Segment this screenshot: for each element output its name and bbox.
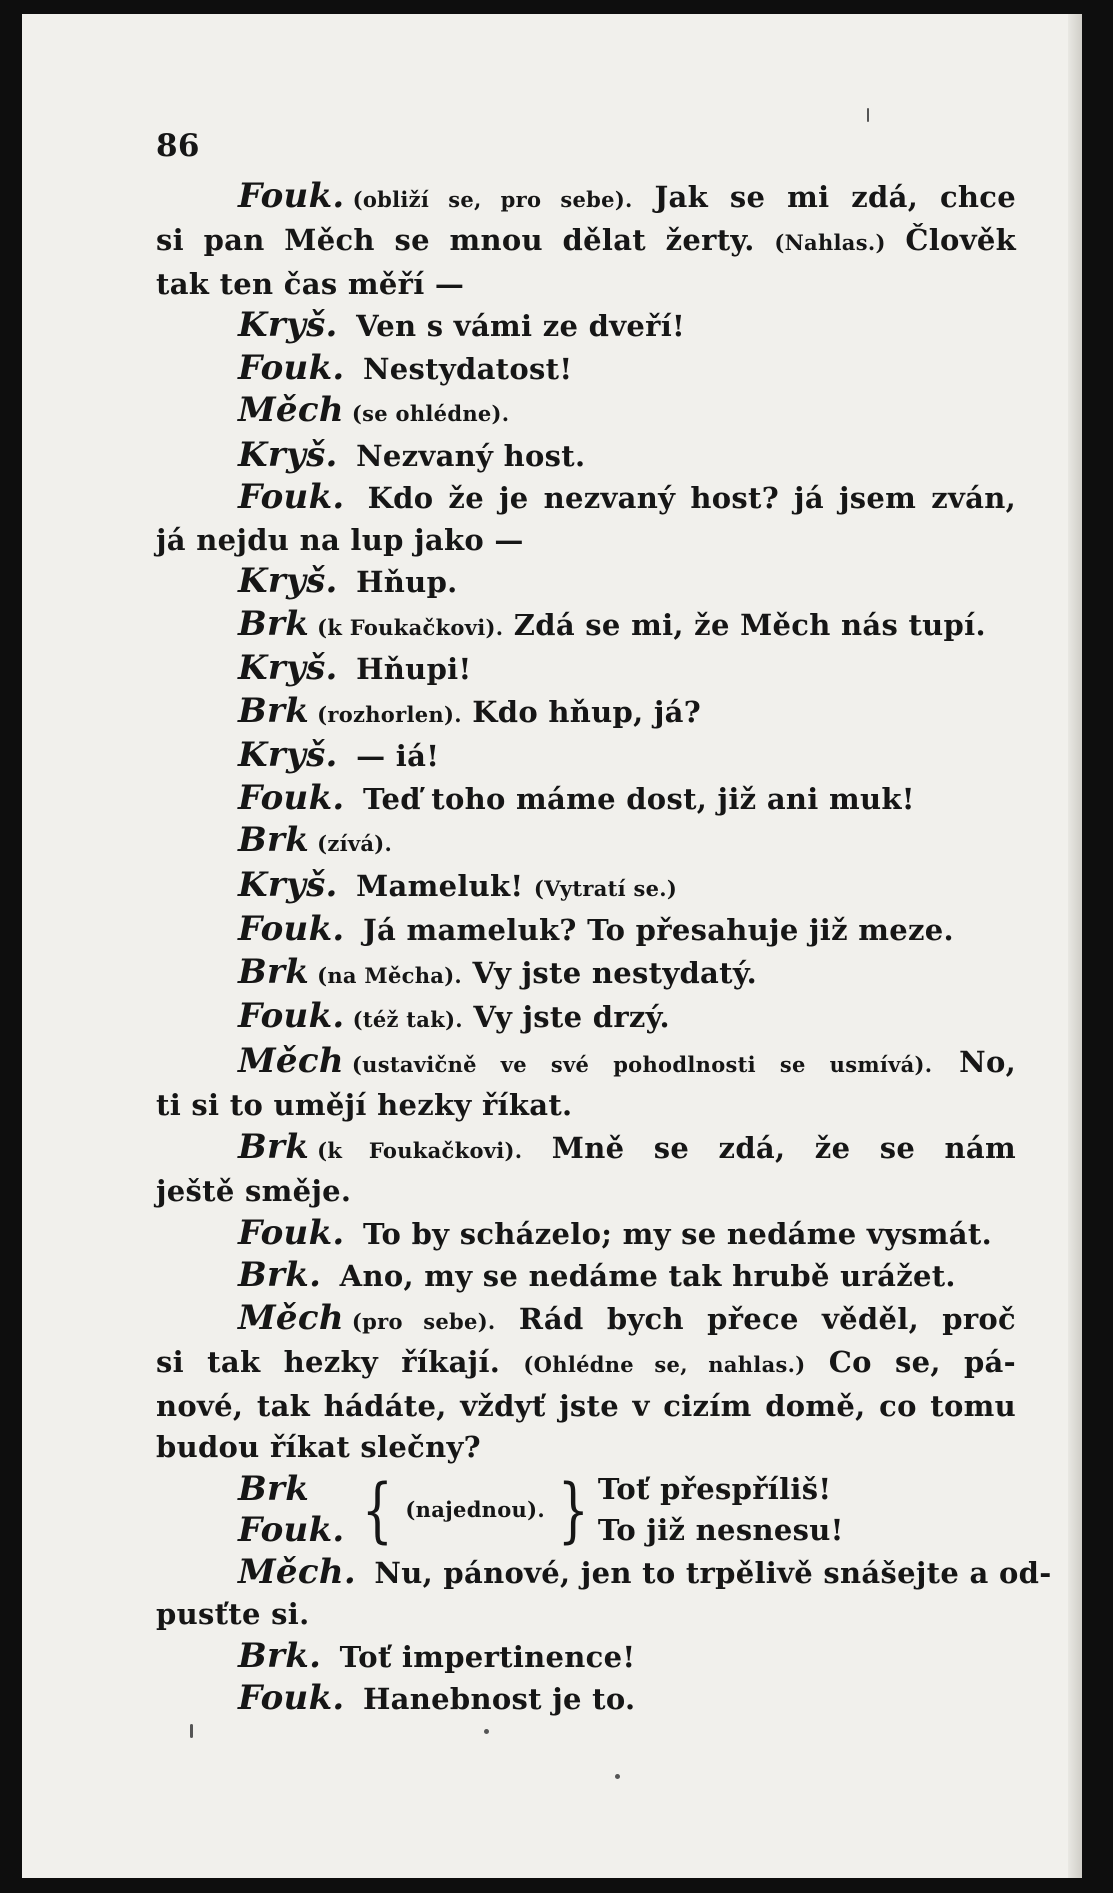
line-text: — iá! [345,739,440,773]
line-text: Nezvaný host. [345,438,586,473]
line-text: Kdo že je nezvaný host? já jsem zván, [352,481,1016,515]
line-text: Já mameluk? To přesahuje již meze. [352,913,954,947]
line-text: Co se, pá- [805,1345,1016,1379]
line-text: Hňupi! [345,652,472,686]
line-text: Ano, my se nedáme tak hrubě urážet. [329,1259,956,1293]
line-text: To již nesnesu! [597,1513,844,1547]
right-brace: } [557,1469,590,1551]
dialogue-line [156,348,1016,391]
dialogue-line [156,264,1016,306]
stage-direction: (též tak). [352,1007,463,1032]
speaker-name: Brk [238,603,310,644]
dialogue-line [156,305,1016,348]
line-text: nové, tak hádáte, vždyť jste v cizím domě, co tomu [156,1388,1016,1423]
brace-lines [598,1469,844,1552]
speaker-name: Fouk. [238,347,345,388]
dialogue-line [156,1636,1016,1679]
dialogue-line [156,820,1016,865]
stage-direction: (Nahlas.) [774,230,886,255]
line-text: To by scházelo; my se nedáme vysmát. [352,1216,992,1251]
dialogue-line [156,1255,1016,1298]
stage-direction: (na Měcha). [317,962,463,988]
dialogue-line [156,1127,1016,1172]
dialogue-line [156,520,1016,562]
speaker-name: Fouk. [238,1678,345,1718]
dialogue-line [156,996,1016,1041]
line-text: Ven s vámi ze dveří! [345,309,686,343]
dialogue-line [156,1594,1016,1636]
speaker-name: Kryš. [238,864,338,905]
stage-direction: (najednou). [405,1497,545,1523]
line-text: Hanebnost je to. [352,1682,636,1716]
line-text: ti si to umějí hezky říkat. [156,1088,573,1122]
speaker-name: Kryš. [238,305,338,345]
line-text: ještě směje. [156,1174,352,1208]
line-text: Toť impertinence! [329,1639,636,1674]
line-text: pusťte si. [156,1597,310,1631]
speaker-name: Brk [238,951,310,992]
line-text: Kdo hňup, já? [461,694,702,729]
speaker-name: Brk [238,1126,310,1167]
dialogue-line [156,604,1016,649]
print-speck [484,1729,489,1734]
speaker-name: Fouk. [238,996,345,1036]
line-text: Vy jste nestydatý. [462,955,758,990]
speaker-name: Kryš. [238,735,338,775]
speaker-name: Fouk. [238,175,345,216]
stage-direction: (Vytratí se.) [533,875,678,901]
line-text: Mně se zdá, že se nám [522,1130,1016,1165]
dialogue-line [156,1213,1016,1256]
dialogue-line [156,1678,1016,1721]
speaker-name: Fouk. [238,777,345,818]
speaker-name: Měch [238,390,344,430]
line-text: Teď toho máme dost, již ani muk! [352,781,915,816]
page-edge [1068,14,1082,1878]
speaker-name: Kryš. [238,648,338,688]
stage-direction: (zívá). [317,831,393,856]
stage-direction: (se ohlédne). [351,401,510,426]
line-text: Vy jste drzý. [462,1000,670,1034]
line-text: já nejdu na lup jako — [156,522,524,557]
left-brace: { [361,1469,393,1551]
stage-direction: (k Foukačkovi). [317,1137,523,1163]
line-text: Nestydatost! [352,351,573,386]
speaker-name: Brk. [238,1255,322,1295]
dialogue-line [156,952,1016,997]
dialogue-line [156,691,1016,736]
dialogue-line [156,778,1016,821]
dialogue-line [156,648,1016,691]
line-text: si tak hezky říkají. [156,1345,501,1379]
speaker-name: Kryš. [238,561,338,601]
line-text: Člověk [885,223,1016,257]
line-text: Mameluk! [345,868,524,903]
speaker-name: Měch [238,1040,344,1081]
line-text: Rád bych přece věděl, proč [495,1301,1016,1336]
dialogue-line [156,561,1016,604]
dialogue-line [156,1041,1016,1086]
line-text: budou říkat slečny? [156,1430,481,1464]
simultaneous-speech [156,1469,1016,1552]
stage-direction: (ustavičně ve své pohodlnosti se usmívá). [351,1051,933,1077]
speaker-name: Fouk. [238,1212,345,1253]
dialogue-line [156,1342,1016,1386]
stage-direction: (Ohlédne se, nahlas.) [523,1352,806,1377]
dialogue-line [156,909,1016,952]
speaker-name: Fouk. [238,477,345,517]
speaker-name: Brk [238,1468,310,1509]
speaker-name: Měch. [238,1551,357,1592]
dialogue-line [156,477,1016,520]
dialogue-line [156,390,1016,435]
line-text: Toť přespříliš! [597,1471,832,1506]
stage-direction: (obliží se, pro sebe). [352,186,633,212]
dialogue-line [156,735,1016,778]
brace-speakers [238,1469,353,1552]
speaker-name: Brk [238,690,310,731]
dialogue-line [156,435,1016,478]
dialogue-line [156,176,1016,221]
speaker-name: Brk [238,820,310,860]
dialogue-line [156,1427,1016,1469]
line-text: si pan Měch se mnou dělat žerty. [156,223,755,257]
page-number: 86 [156,128,200,164]
dialogue-line [156,220,1016,264]
line-text: Zdá se mi, že Měch nás tupí. [503,607,986,642]
speaker-name: Měch [238,1297,344,1338]
speaker-name: Brk. [238,1635,322,1676]
speaker-name: Fouk. [238,1510,345,1550]
stage-direction: (rozhorlen). [317,701,462,727]
dialogue-line [156,865,1016,910]
dialogue-line [156,1298,1016,1343]
print-speck [190,1724,193,1738]
book-page [22,14,1082,1878]
dialogue-line [156,1171,1016,1213]
line-text: No, [932,1044,1016,1079]
speaker-name: Kryš. [238,434,338,475]
print-speck [867,108,869,122]
line-text: tak ten čas měří — [156,266,465,301]
dialogue-line [156,1386,1016,1428]
dialogue-line [156,1085,1016,1127]
page-content [156,126,1052,1721]
line-text: Nu, pánové, jen to trpělivě snášejte a od- [364,1555,1052,1590]
line-text: Hňup. [345,565,458,599]
dialogue-line [156,1551,1052,1595]
print-speck [615,1774,620,1779]
line-text: Jak se mi zdá, chce [632,179,1016,214]
stage-direction: (k Foukačkovi). [317,614,504,640]
speaker-name: Fouk. [238,909,345,949]
stage-direction: (pro sebe). [351,1308,496,1334]
